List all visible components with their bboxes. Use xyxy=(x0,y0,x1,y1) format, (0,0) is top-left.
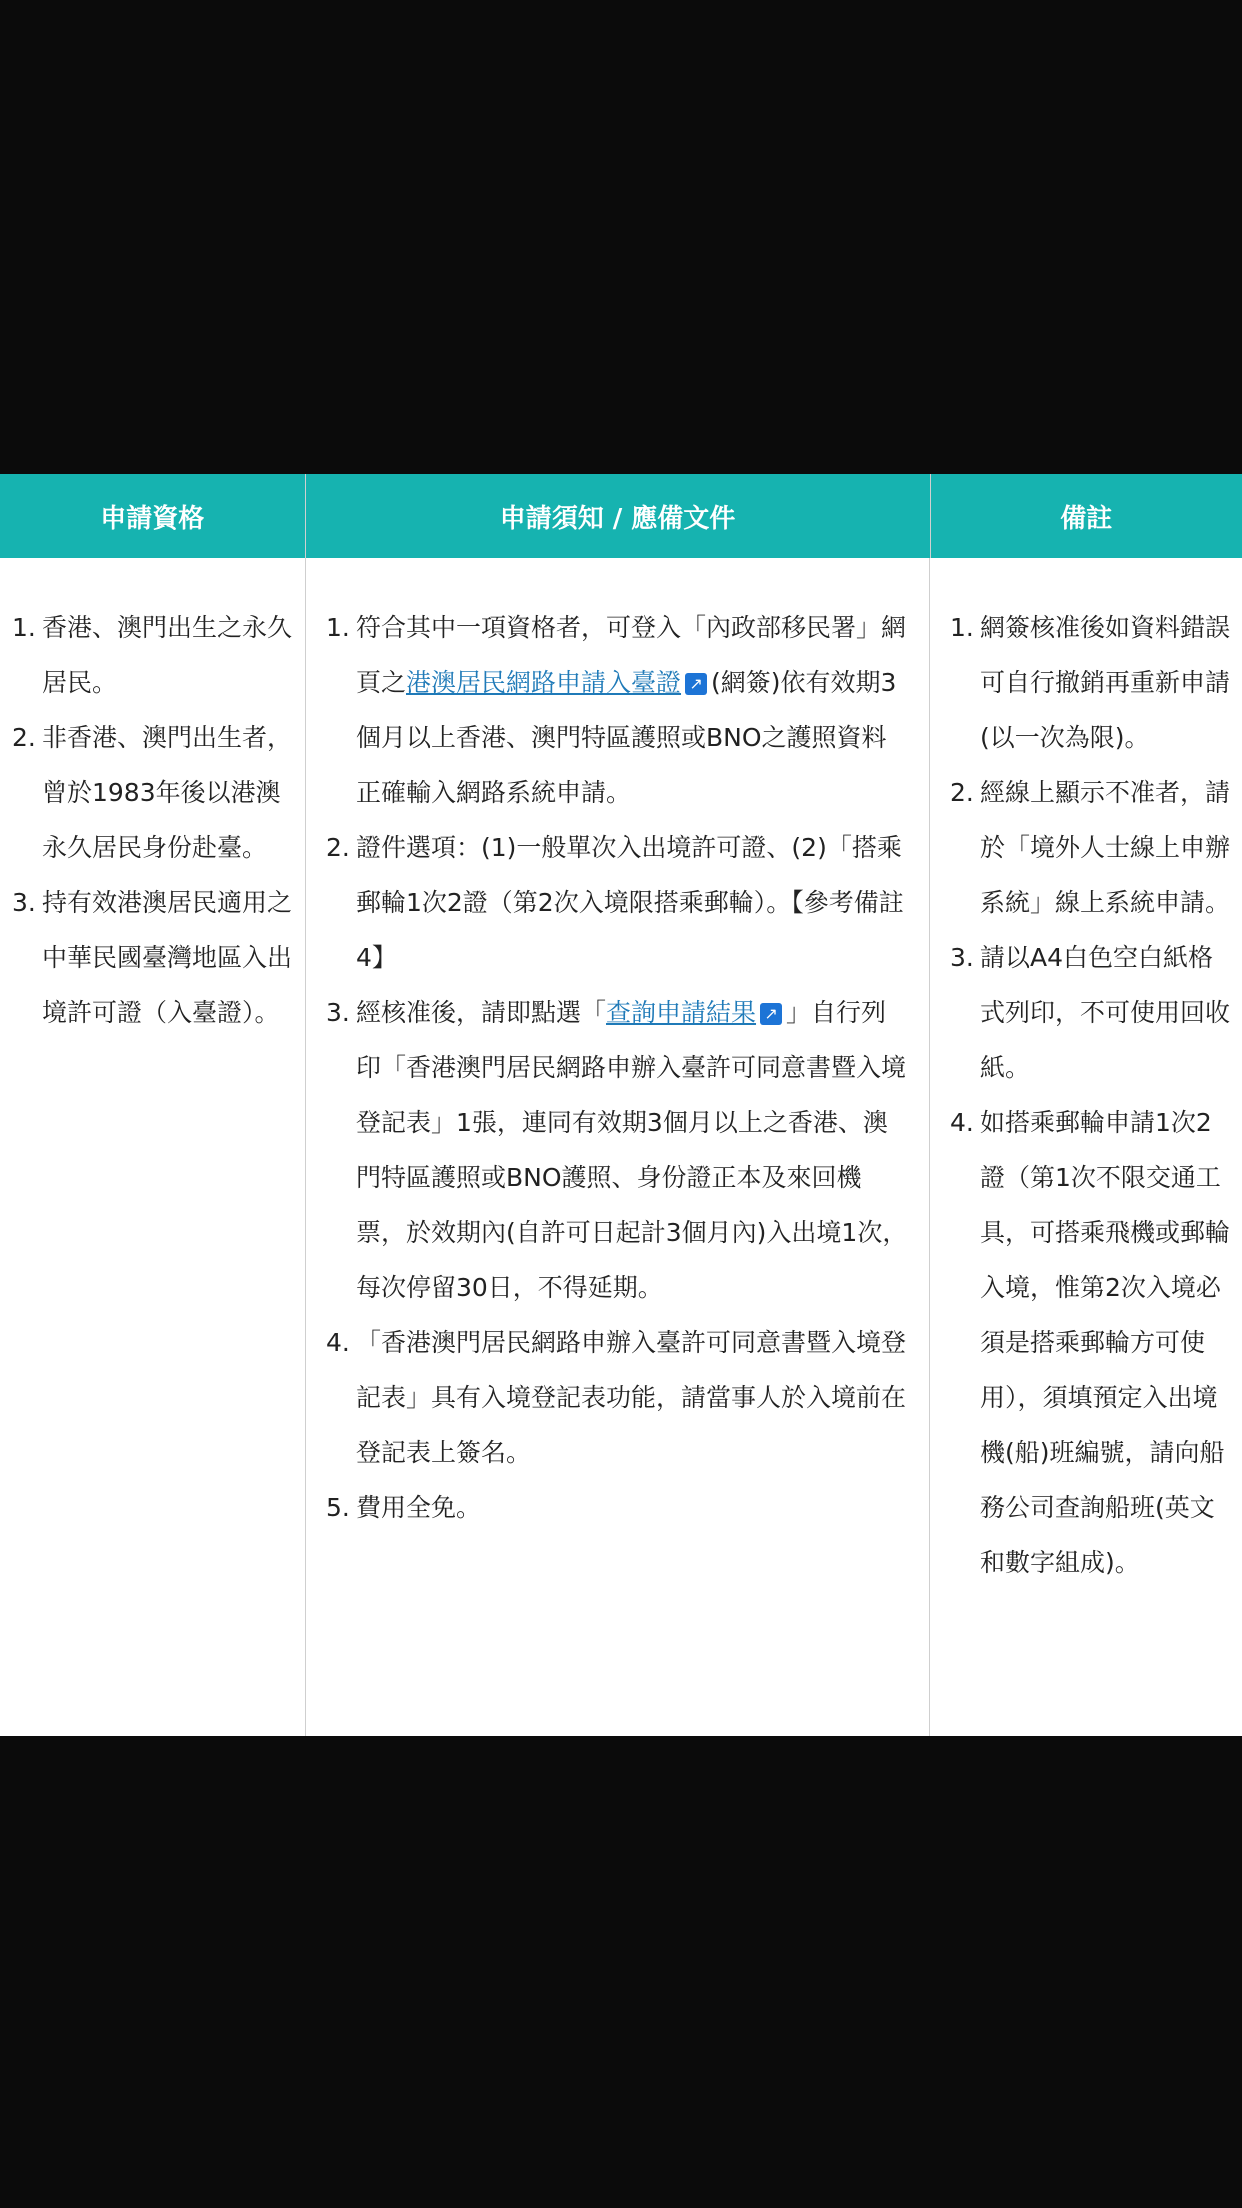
external-link-icon[interactable]: ↗ xyxy=(685,673,707,695)
list-item: 3. 經核准後，請即點選「查詢申請結果 ↗ 」自行列印「香港澳門居民網路申辦入臺許可同意書暨入境登記表」1張，連同有效期3個月以上之香港、澳門特區護照或BNO護照、身份證正本及來回機票，於效期內(自許可日起計3個月內)入出境1次，每次停留30日，不得延期。 xyxy=(326,998,908,1302)
query-result-link[interactable]: 查詢申請結果 xyxy=(606,998,757,1027)
list-item: 3. 持有效港澳居民適用之中華民國臺灣地區入出境許可證（入臺證）。 xyxy=(12,888,293,1027)
remarks-column xyxy=(930,558,1242,1736)
info-table xyxy=(0,474,1242,1736)
list-item: 2. 經線上顯示不准者，請於「境外人士線上申辦系統」線上系統申請。 xyxy=(950,778,1231,917)
apply-entry-permit-link[interactable]: 港澳居民網路申請入臺證 xyxy=(406,668,682,697)
header-remarks: 備註 xyxy=(1060,503,1113,534)
top-black-area xyxy=(0,0,1242,470)
list-item: 2. 非香港、澳門出生者，曾於1983年後以港澳永久居民身份赴臺。 xyxy=(12,723,293,862)
header-notice-documents: 申請須知 / 應備文件 xyxy=(305,474,931,558)
list-item: 2. 證件選項：(1)一般單次入出境許可證、(2)「搭乘郵輪1次2證（第2次入境限搭乘郵輪）。【參考備註4】 xyxy=(326,833,904,972)
eligibility-column xyxy=(0,558,305,1736)
list-item: 4. 如搭乘郵輪申請1次2證（第1次不限交通工具，可搭乘飛機或郵輪入境，惟第2次入境必須是搭乘郵輪方可使用），須填預定入出境機(船)班編號，請向船務公司查詢船班(英文和數字組成)。 xyxy=(950,1108,1231,1577)
list-item: 1. 符合其中一項資格者，可登入「內政部移民署」網頁之港澳居民網路申請入臺證 ↗ (網簽)依有效期3個月以上香港、澳門特區護照或BNO之護照資料正確輸入網路系統申請。 xyxy=(326,613,907,807)
bottom-black-area xyxy=(0,1736,1242,2208)
list-item: 1. 網簽核准後如資料錯誤可自行撤銷再重新申請(以一次為限)。 xyxy=(950,613,1231,752)
list-item: 4. 「香港澳門居民網路申辦入臺許可同意書暨入境登記表」具有入境登記表功能，請當事人於入境前在登記表上簽名。 xyxy=(326,1328,907,1467)
list-item: 1. 香港、澳門出生之永久居民。 xyxy=(12,613,293,697)
table-header xyxy=(0,474,1242,558)
external-link-icon[interactable]: ↗ xyxy=(760,1003,782,1025)
list-item: 3. 請以A4白色空白紙格式列印，不可使用回收紙。 xyxy=(950,943,1231,1082)
list-item: 5. 費用全免。 xyxy=(326,1493,482,1522)
header-eligibility: 申請資格 xyxy=(100,503,205,534)
notice-column xyxy=(305,558,930,1736)
